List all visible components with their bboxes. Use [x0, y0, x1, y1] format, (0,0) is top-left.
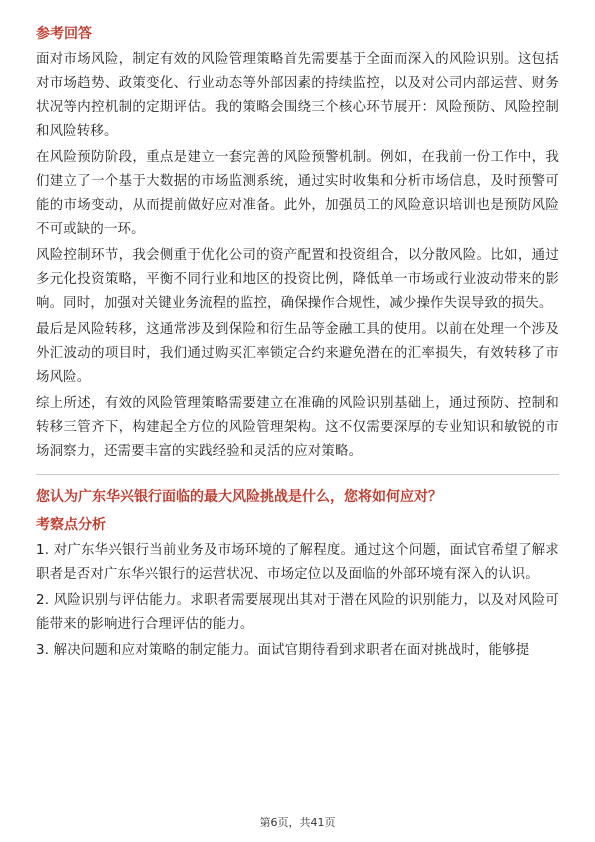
analysis-heading: 考察点分析 [36, 517, 106, 533]
answer-paragraph: 面对市场风险，制定有效的风险管理策略首先需要基于全面而深入的风险识别。这包括对市场趋势、政策变化、行业动态等外部因素的持续监控，以及对公司内部运营、财务状况等内控机制的定期评估。我的策略会围绕三个核心环节展开：风险预防、风险控制和风险转移。 [36, 52, 559, 139]
answer-paragraph: 在风险预防阶段，重点是建立一套完善的风险预警机制。例如，在我前一份工作中，我们建立了一个基于大数据的市场监测系统，通过实时收集和分析市场信息，及时预警可能的市场变动，从而提前做好应对准备。此外，加强员工的风险意识培训也是预防风险不可或缺的一环。 [36, 150, 559, 237]
answer-paragraph: 风险控制环节，我会侧重于优化公司的资产配置和投资组合，以分散风险。比如，通过多元化投资策略，平衡不同行业和地区的投资比例，降低单一市场或行业波动带来的影响。同时，加强对关键业务流程的监控，确保操作合规性，减少操作失误导致的损失。 [36, 248, 559, 311]
page-footer: 第6页，共41页 [259, 816, 336, 829]
answer-paragraph: 最后是风险转移，这通常涉及到保险和衍生品等金融工具的使用。以前在处理一个涉及外汇波动的项目时，我们通过购买汇率锁定合约来避免潜在的汇率损失，有效转移了市场风险。 [36, 322, 559, 385]
reference-answer-heading: 参考回答 [36, 26, 92, 42]
section-divider [36, 474, 559, 475]
question-title: 您认为广东华兴银行面临的最大风险挑战是什么，您将如何应对？ [36, 489, 442, 505]
document-page [36, 22, 559, 665]
answer-paragraph: 综上所述，有效的风险管理策略需要建立在准确的风险识别基础上，通过预防、控制和转移三管齐下，构建起全方位的风险管理架构。这不仅需要深厚的专业知识和敏锐的市场洞察力，还需要丰富的实践经验和灵活的应对策略。 [36, 396, 559, 459]
analysis-point: 3. 解决问题和应对策略的制定能力。面试官期待看到求职者在面对挑战时，能够提 [36, 643, 530, 658]
analysis-point: 2. 风险识别与评估能力。求职者需要展现出其对于潜在风险的识别能力，以及对风险可能带来的影响进行合理评估的能力。 [36, 593, 559, 632]
analysis-point: 1. 对广东华兴银行当前业务及市场环境的了解程度。通过这个问题，面试官希望了解求职者是否对广东华兴银行的运营状况、市场定位以及面临的外部环境有深入的认识。 [36, 543, 559, 582]
